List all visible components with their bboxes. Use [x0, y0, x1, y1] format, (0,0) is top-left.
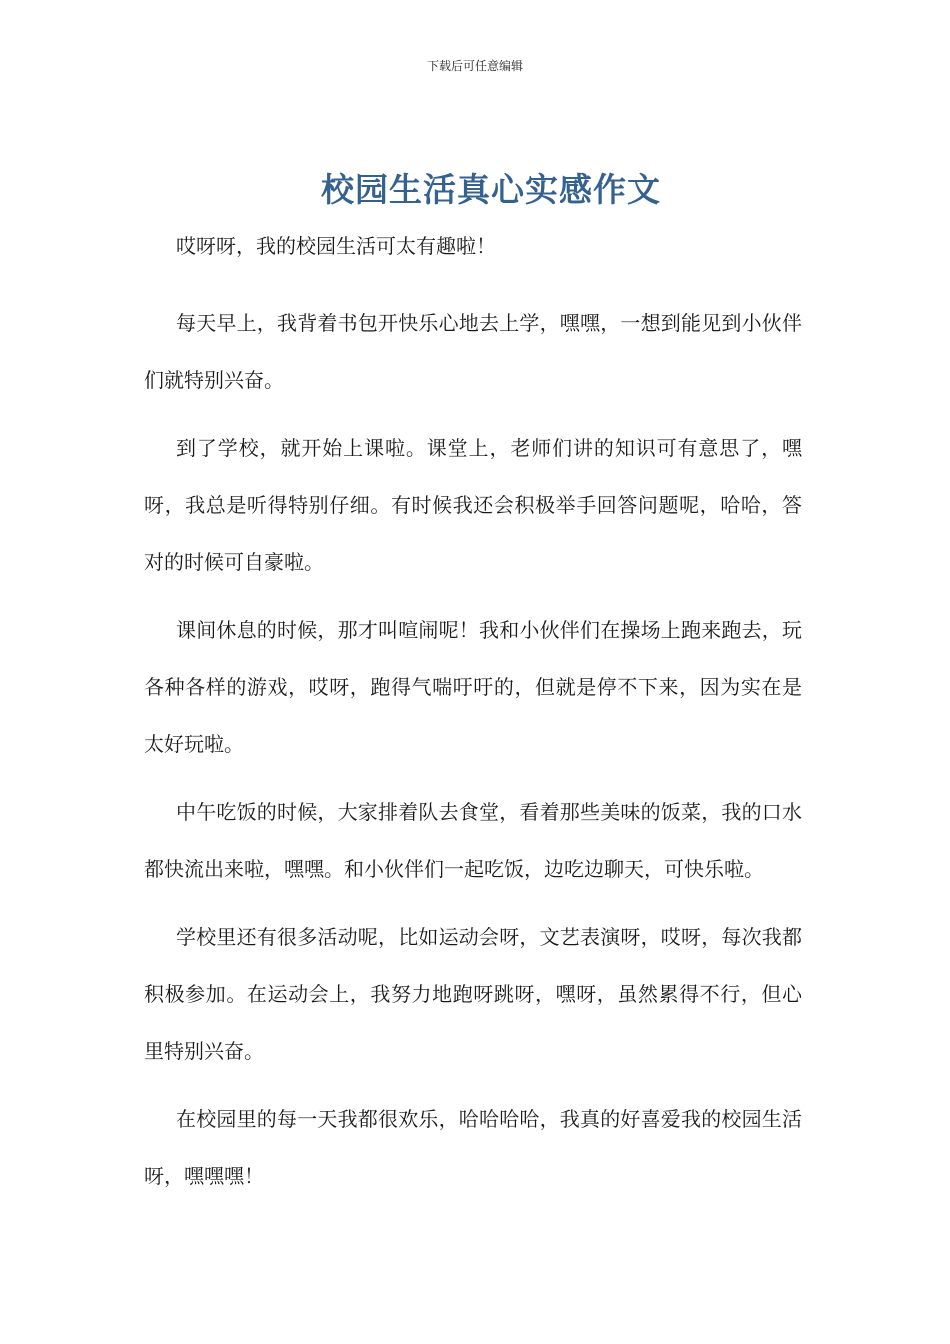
paragraph-2: 每天早上，我背着书包开快乐心地去上学，嘿嘿，一想到能见到小伙伴们就特别兴奋。: [144, 311, 802, 392]
paragraph-3: 到了学校，就开始上课啦。课堂上，老师们讲的知识可有意思了，嘿呀，我总是听得特别仔细。有时候我还会积极举手回答问题呢，哈哈，答对的时候可自豪啦。: [144, 436, 802, 574]
paragraph-7: 在校园里的每一天我都很欢乐，哈哈哈哈，我真的好喜爱我的校园生活呀，嘿嘿嘿！: [144, 1107, 802, 1188]
paragraph-5: 中午吃饭的时候，大家排着队去食堂，看着那些美味的饭菜，我的口水都快流出来啦，嘿嘿。和小伙伴们一起吃饭，边吃边聊天，可快乐啦。: [144, 800, 802, 881]
paragraph-4: 课间休息的时候，那才叫喧闹呢！我和小伙伴们在操场上跑来跑去，玩各种各样的游戏，哎呀，跑得气喘吁吁的，但就是停不下来，因为实在是太好玩啦。: [144, 618, 802, 756]
article-body: [144, 226, 802, 1216]
page-title: 校园生活真心实感作文: [321, 170, 661, 209]
paragraph-1: 哎呀呀，我的校园生活可太有趣啦！: [176, 234, 496, 258]
header-note: 下载后可任意编辑: [426, 59, 523, 73]
paragraph-6: 学校里还有很多活动呢，比如运动会呀，文艺表演呀，哎呀，每次我都积极参加。在运动会上，我努力地跑呀跳呀，嘿呀，虽然累得不行，但心里特别兴奋。: [144, 925, 802, 1063]
